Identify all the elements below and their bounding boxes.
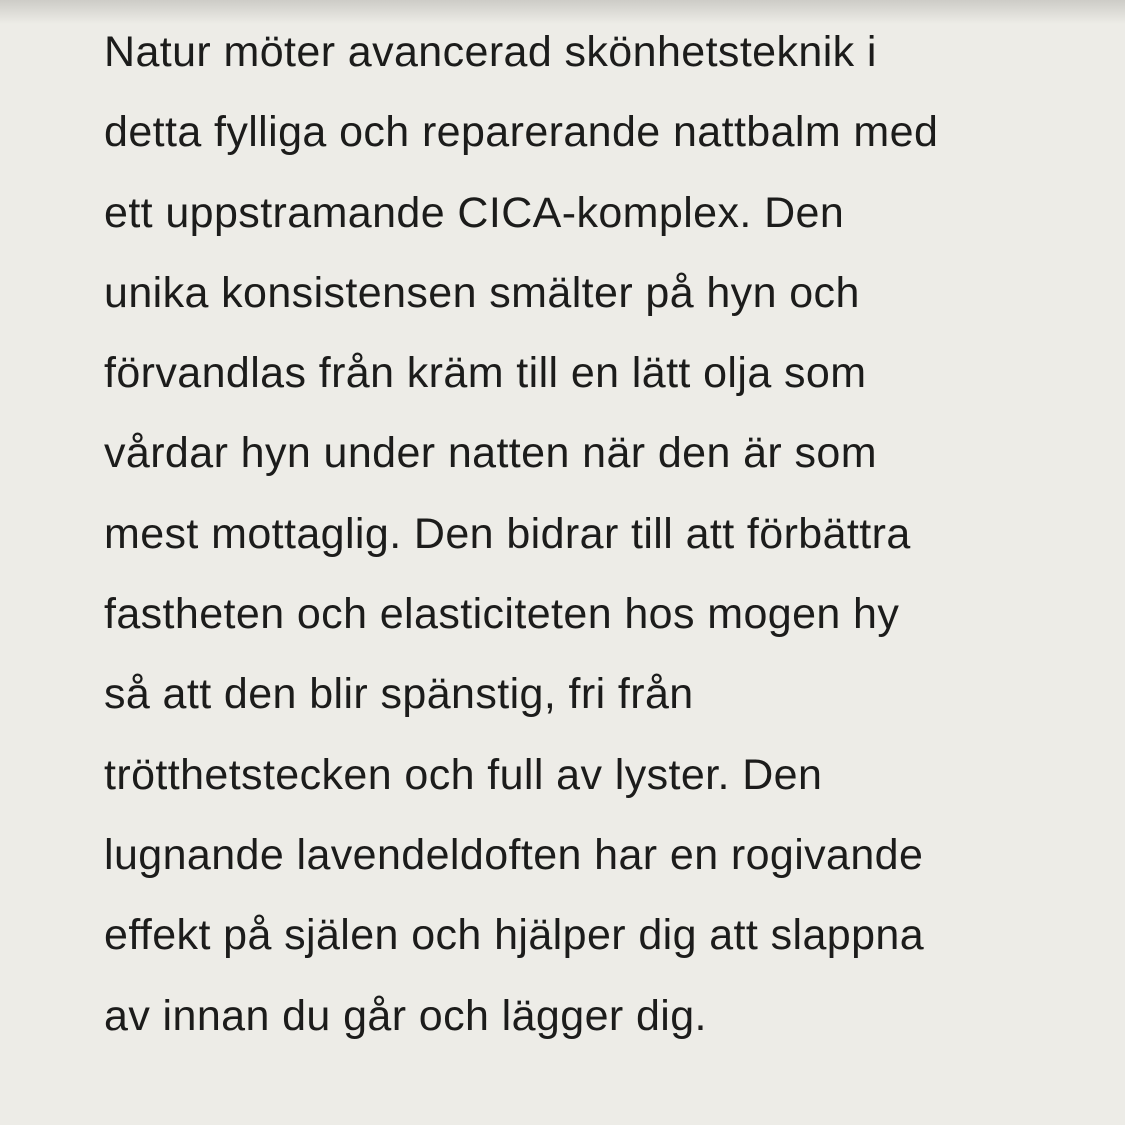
description-line: mest mottaglig. Den bidrar till att förbättra — [104, 509, 911, 558]
description-line: fastheten och elasticiteten hos mogen hy — [104, 590, 900, 639]
description-line: så att den blir spänstig, fri från — [104, 670, 694, 719]
description-line: unika konsistensen smälter på hyn och — [104, 268, 860, 317]
description-line: trötthetstecken och full av lyster. Den — [104, 750, 823, 799]
description-line: av innan du går och lägger dig. — [104, 991, 707, 1040]
description-line: detta fylliga och reparerande nattbalm med — [104, 108, 939, 157]
product-description — [104, 12, 1044, 1056]
description-line: vårdar hyn under natten när den är som — [104, 429, 877, 478]
description-line: förvandlas från kräm till en lätt olja som — [104, 349, 867, 398]
description-line: Natur möter avancerad skönhetsteknik i — [104, 28, 877, 76]
description-line: effekt på själen och hjälper dig att slappna — [104, 911, 925, 960]
description-line: lugnande lavendeldoften har en rogivande — [104, 830, 924, 879]
description-line: ett uppstramande CICA-komplex. Den — [104, 188, 845, 237]
